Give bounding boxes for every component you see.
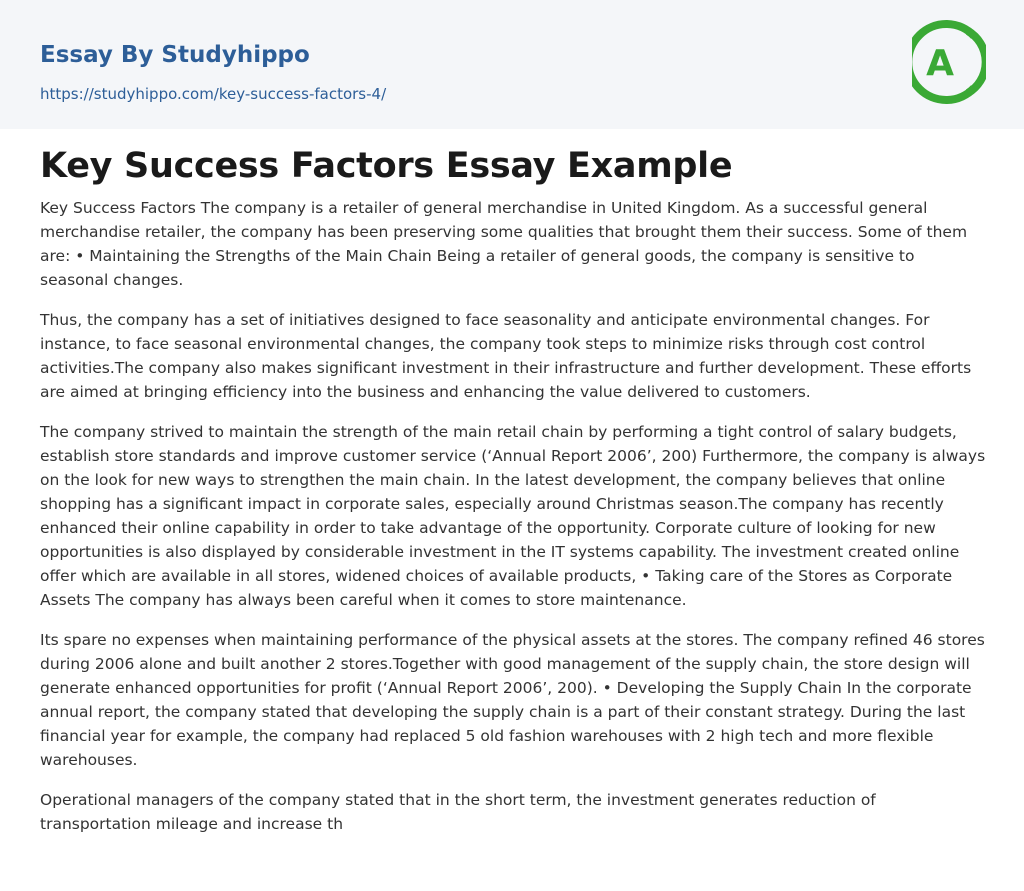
logo-letter: A [926, 43, 954, 84]
essay-paragraph: The company strived to maintain the strength of the main retail chain by performing a tight control of salary budgets, establish store standards and improve customer service (‘Annual Report 2006’, 200) Furthermore, the company is always on the look for new ways to strengthen the main chain. In the latest development, the company believes that online shopping has a significant impact in corporate sales, especially around Christmas season.The company has recently enhanced their online capability in order to take advantage of the opportunity. Corporate culture of looking for new opportunities is also displayed by considerable investment in the IT systems capability. The investment created online offer which are available in all stores, widened choices of available products, • Taking care of the Stores as Corporate Assets The company has always been careful when it comes to store maintenance. [40, 423, 986, 609]
source-url-link[interactable]: https://studyhippo.com/key-success-factors-4/ [40, 85, 387, 103]
essay-paragraph: Operational managers of the company stated that in the short term, the investment generates reduction of transportation mileage and increase th [40, 791, 876, 833]
site-header [0, 0, 1024, 129]
page-title: Key Success Factors Essay Example [40, 146, 733, 186]
brand-title[interactable]: Essay By Studyhippo [40, 42, 310, 68]
essay-paragraph: Key Success Factors The company is a retailer of general merchandise in United Kingdom. As a successful general merchandise retailer, the company has been preserving some qualities that brought them their success. Some of them are: • Maintaining the Strengths of the Main Chain Being a retailer of general goods, the company is sensitive to seasonal changes. [40, 199, 968, 289]
essay-paragraph: Its spare no expenses when maintaining performance of the physical assets at the stores. The company refined 46 stores during 2006 alone and built another 2 stores.Together with good management of the supply chain, the store design will generate enhanced opportunities for profit (‘Annual Report 2006’, 200). • Developing the Supply Chain In the corporate annual report, the company stated that developing the supply chain is a part of their constant strategy. During the last financial year for example, the company had replaced 5 old fashion warehouses with 2 high tech and more flexible warehouses. [40, 631, 985, 769]
essay-body [40, 196, 986, 852]
studyhippo-logo-icon[interactable] [912, 19, 986, 105]
essay-paragraph: Thus, the company has a set of initiatives designed to face seasonality and anticipate environmental changes. For instance, to face seasonal environmental changes, the company took steps to minimize risks through cost control activities.The company also makes significant investment in their infrastructure and further development. These efforts are aimed at bringing efficiency into the business and enhancing the value delivered to customers. [40, 311, 972, 401]
